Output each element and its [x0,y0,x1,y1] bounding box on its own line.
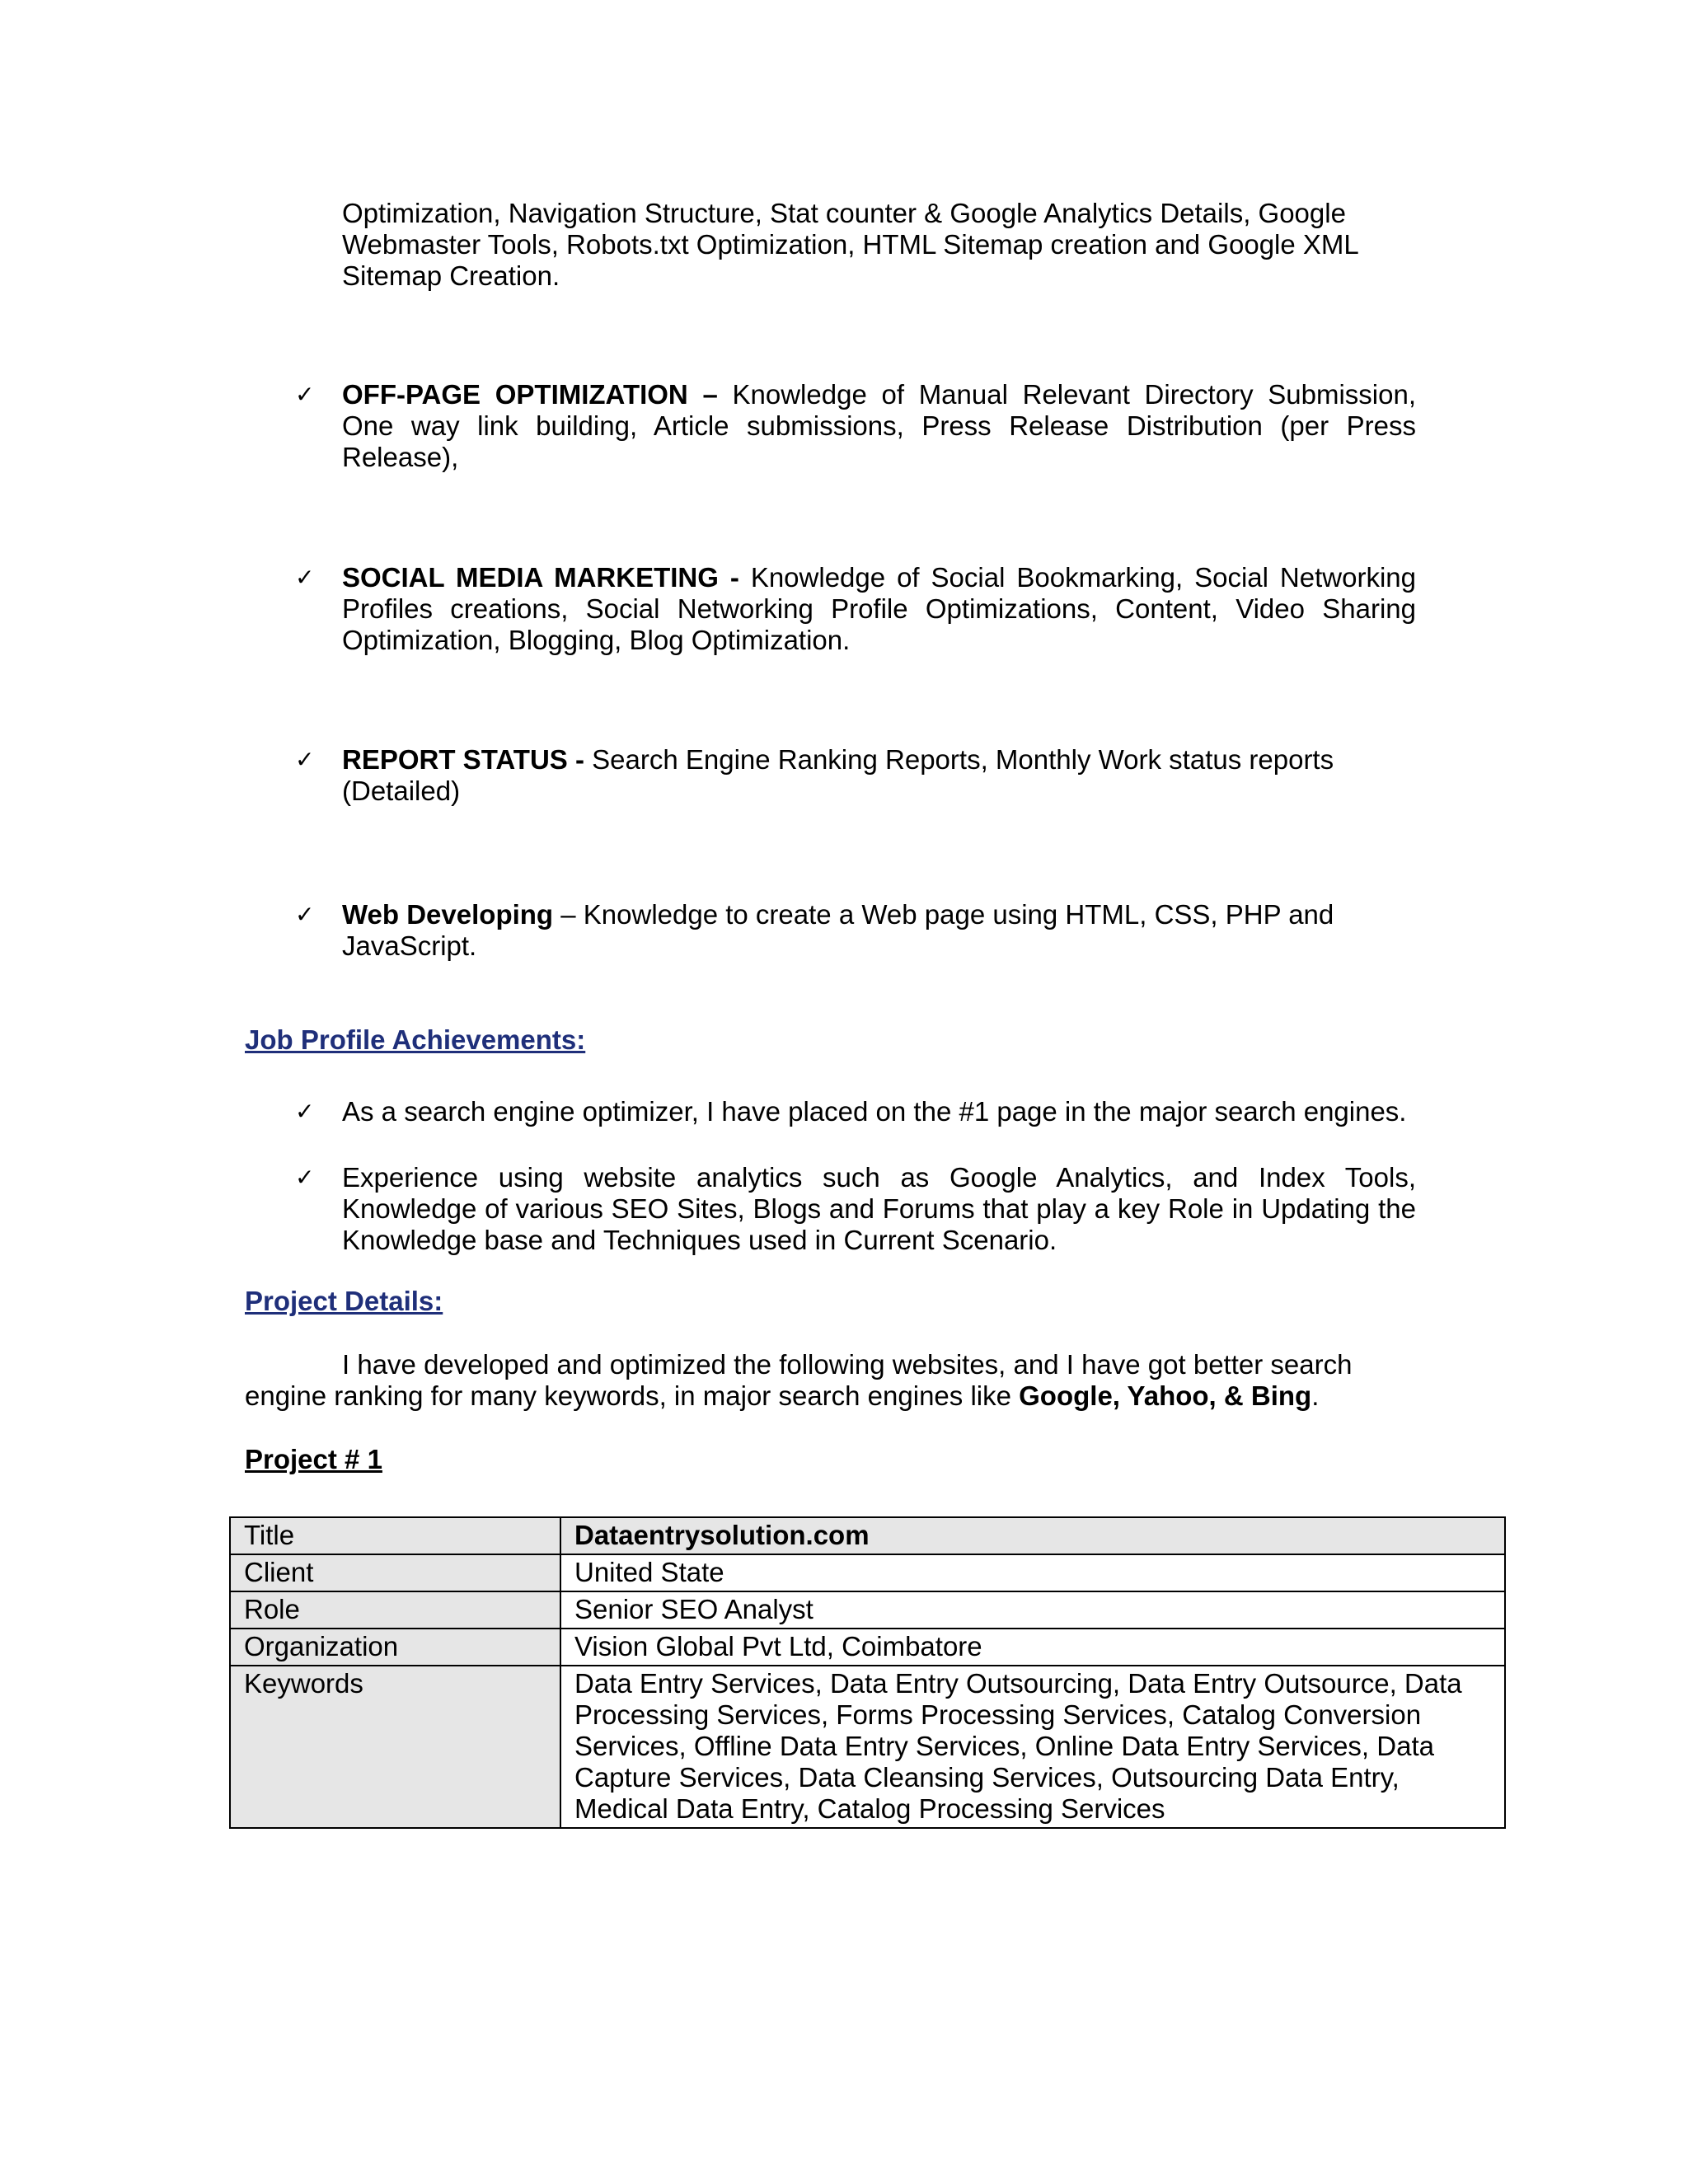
achievements-heading: Job Profile Achievements: [245,1024,586,1055]
row-label: Title [230,1517,560,1554]
search-engines: Google, Yahoo, & Bing [1019,1380,1312,1411]
checkmark-icon: ✓ [295,564,315,591]
row-value: Senior SEO Analyst [560,1591,1505,1629]
skill-text: – Knowledge to create a Web page using HTML, CSS, PHP and JavaScript. [342,899,1334,961]
project-details-heading: Project Details: [245,1286,443,1316]
table-row [230,1591,1505,1629]
checkmark-icon: ✓ [295,381,315,408]
skill-text: Knowledge of Manual Relevant Directory Submission, One way link building, Article submissions, Press Release Distribution (per Press Release), [342,379,1417,472]
project-1-table [229,1516,1506,1829]
row-value: Dataentrysolution.com [560,1517,1505,1554]
checkmark-icon: ✓ [295,746,315,773]
resume-page: Optimization, Navigation Structure, Stat counter & Google Analytics Details, Google Webmaster Tools, Robots.txt Optimization, HTML Sitemap creation and Google XML Sitemap Creation. ✓ OFF-PAGE OPTIMIZATION – Knowledge of Manual Relevant Directory Submission, One way link building, Article submissions, Press Release Distribution (per Press Release), ✓ SOCIAL MEDIA MARKETING - Knowledge of Social Bookmarking, Social Networking Profiles creations, Social Networking Profile Optimizations, Content, Video Sharing Optimization, Blogging, Blog Optimization. ✓ REPORT STATUS - Search Engine Ranking Reports, Monthly Work status reports (Detailed) ✓ Web Developing – Knowledge to create a Web page using HTML, CSS, PHP and JavaScript. Job Profile Achievements: ✓ As a search engine optimizer, I have placed on the #1 page in the major search engines. ✓ Experience using website analytics such as Google Analytics, and Index Tools, Knowledge of various SEO Sites, Blogs and Forums that play a key Role in Updating the Knowledge base and Techniques used in Current Scenario. Project Details: I have developed and optimized the following websites, and I have got better search engine ranking for many keywords, in major search engines like Google, Yahoo, & Bing. Project # 1 Title Dataentrysolution.com Client United State Role Senior SEO Analyst Organization Vision Global Pvt Ltd, Coimbatore Keywords Data Entry Services, Data Entry Outsourcing, Data Entry Outsource, Data Processing Services, Forms Processing Services, Catalog Conversion Services, Offline Data Entry Services, Online Data Entry Services, Data Capture Services, Data Cleansing Services, Outsourcing Data Entry, Medical Data Entry, Catalog Processing Services [0,0,1688,2184]
table-row [230,1666,1505,1828]
skill-text: Search Engine Ranking Reports, Monthly Work status reports (Detailed) [342,744,1334,806]
skill-title: OFF-PAGE OPTIMIZATION – [342,379,718,410]
table-row [230,1554,1505,1591]
row-label: Keywords [230,1666,560,1828]
table-row [230,1629,1505,1666]
table-row [230,1517,1505,1554]
skill-title: SOCIAL MEDIA MARKETING - [342,562,739,593]
checkmark-icon: ✓ [295,1098,315,1125]
project-1-heading: Project # 1 [245,1444,382,1474]
onpage-skill-continuation: Optimization, Navigation Structure, Stat counter & Google Analytics Details, Google Webmaster Tools, Robots.txt Optimization, HTML Sitemap creation and Google XML Sitemap Creation. [342,198,1358,291]
row-label: Client [230,1554,560,1591]
row-label: Organization [230,1629,560,1666]
checkmark-icon: ✓ [295,1164,315,1191]
skill-title: Web Developing [342,899,554,930]
row-value: Data Entry Services, Data Entry Outsourcing, Data Entry Outsource, Data Processing Services, Forms Processing Services, Catalog Conversion Services, Offline Data Entry Services, Online Data Entry Services, Data Capture Services, Data Cleansing Services, Outsourcing Data Entry, Medical Data Entry, Catalog Processing Services [560,1666,1505,1828]
row-value: Vision Global Pvt Ltd, Coimbatore [560,1629,1505,1666]
row-label: Role [230,1591,560,1629]
skill-title: REPORT STATUS - [342,744,584,775]
skill-text: Knowledge of Social Bookmarking, Social Networking Profiles creations, Social Networking Profile Optimizations, Content, Video Sharing Optimization, Blogging, Blog Optimization. [342,562,1416,655]
checkmark-icon: ✓ [295,901,315,928]
row-value: United State [560,1554,1505,1591]
project-details-text: I have developed and optimized the following websites, and I have got better search engine ranking for many keywords, in major search engines like Google, Yahoo, & Bing. [245,1349,1353,1411]
